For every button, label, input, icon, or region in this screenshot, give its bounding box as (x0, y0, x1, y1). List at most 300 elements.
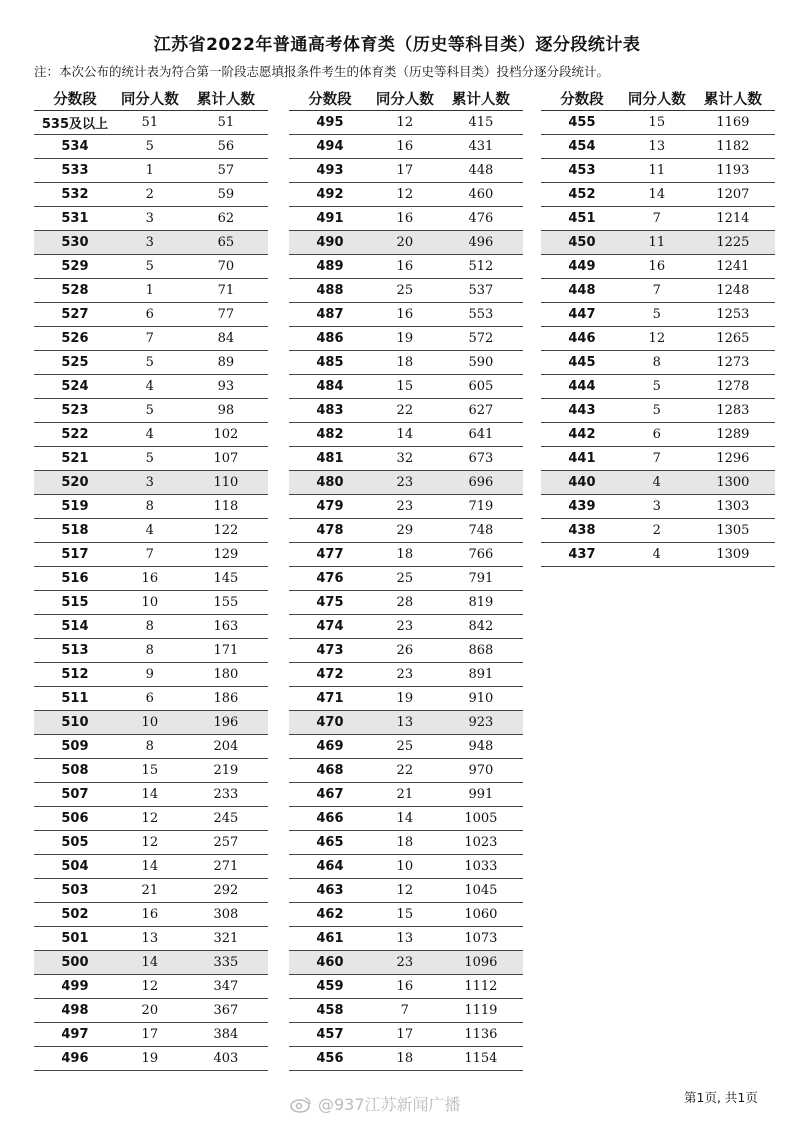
score-cell: 470 (316, 715, 344, 730)
same-count-cell: 16 (396, 307, 414, 322)
cumulative-cell: 1283 (716, 403, 750, 418)
table-row (34, 591, 268, 615)
same-count-cell: 5 (145, 451, 154, 466)
cumulative-cell: 1045 (464, 883, 498, 898)
same-count-cell: 25 (396, 739, 414, 754)
table-row (289, 711, 523, 735)
score-cell: 455 (568, 115, 596, 130)
same-count-cell: 16 (648, 259, 666, 274)
table-row (289, 879, 523, 903)
cumulative-cell: 57 (217, 163, 235, 178)
cumulative-cell: 910 (468, 691, 494, 706)
score-cell: 464 (316, 859, 344, 874)
score-cell: 496 (61, 1051, 89, 1066)
score-cell: 525 (61, 355, 89, 370)
table-row (289, 111, 523, 135)
table-row (541, 255, 775, 279)
header-same-count: 同分人数 (120, 91, 179, 108)
table-row (34, 135, 268, 159)
cumulative-cell: 186 (213, 691, 239, 706)
score-cell: 438 (568, 523, 596, 538)
score-cell: 448 (568, 283, 596, 298)
cumulative-cell: 948 (468, 739, 494, 754)
cumulative-cell: 292 (213, 883, 239, 898)
table-row (541, 423, 775, 447)
same-count-cell: 8 (652, 355, 661, 370)
score-cell: 528 (61, 283, 89, 298)
same-count-cell: 5 (652, 307, 661, 322)
table-row (34, 951, 268, 975)
score-cell: 483 (316, 403, 344, 418)
score-cell: 534 (61, 139, 89, 154)
score-cell: 476 (316, 571, 344, 586)
same-count-cell: 10 (141, 595, 159, 610)
same-count-cell: 15 (141, 763, 159, 778)
cumulative-cell: 415 (468, 115, 494, 130)
table-row (541, 303, 775, 327)
table-row (34, 903, 268, 927)
same-count-cell: 16 (141, 907, 159, 922)
same-count-cell: 25 (396, 571, 414, 586)
table-column-1 (34, 86, 268, 1071)
table-row (34, 111, 268, 135)
same-count-cell: 4 (145, 523, 154, 538)
cumulative-cell: 1225 (716, 235, 750, 250)
table-row (289, 999, 523, 1023)
same-count-cell: 8 (145, 619, 154, 634)
same-count-cell: 5 (652, 379, 661, 394)
score-cell: 513 (61, 643, 89, 658)
score-cell: 505 (61, 835, 89, 850)
score-cell: 459 (316, 979, 344, 994)
table-row (34, 303, 268, 327)
same-count-cell: 15 (396, 907, 414, 922)
table-row (541, 207, 775, 231)
same-count-cell: 14 (648, 187, 666, 202)
same-count-cell: 12 (141, 979, 159, 994)
same-count-cell: 23 (396, 619, 414, 634)
same-count-cell: 16 (396, 259, 414, 274)
cumulative-cell: 122 (213, 523, 239, 538)
score-cell: 532 (61, 187, 89, 202)
table-row (34, 759, 268, 783)
table-row (541, 519, 775, 543)
score-cell: 457 (316, 1027, 344, 1042)
header-same-count: 同分人数 (375, 91, 434, 108)
score-cell: 503 (61, 883, 89, 898)
score-cell: 456 (316, 1051, 344, 1066)
table-row (289, 1047, 523, 1071)
cumulative-cell: 1073 (464, 931, 498, 946)
table-row (289, 831, 523, 855)
same-count-cell: 5 (145, 259, 154, 274)
table-row (34, 1047, 268, 1071)
table-row (34, 255, 268, 279)
table-row (289, 327, 523, 351)
table-row (289, 255, 523, 279)
score-cell: 437 (568, 547, 596, 562)
same-count-cell: 6 (145, 691, 154, 706)
same-count-cell: 8 (145, 643, 154, 658)
score-cell: 453 (568, 163, 596, 178)
table-row (34, 183, 268, 207)
score-cell: 443 (568, 403, 596, 418)
score-cell: 507 (61, 787, 89, 802)
cumulative-cell: 1265 (716, 331, 750, 346)
cumulative-cell: 180 (213, 667, 239, 682)
same-count-cell: 13 (648, 139, 666, 154)
cumulative-cell: 89 (217, 355, 235, 370)
table-row (289, 735, 523, 759)
same-count-cell: 26 (396, 643, 414, 658)
score-cell: 471 (316, 691, 344, 706)
table-row (34, 831, 268, 855)
cumulative-cell: 476 (468, 211, 494, 226)
table-row (34, 207, 268, 231)
cumulative-cell: 923 (468, 715, 494, 730)
table-row (289, 495, 523, 519)
same-count-cell: 17 (141, 1027, 159, 1042)
same-count-cell: 20 (141, 1003, 159, 1018)
table-row (289, 207, 523, 231)
table-row (289, 567, 523, 591)
same-count-cell: 22 (396, 403, 414, 418)
same-count-cell: 16 (396, 211, 414, 226)
table-row (34, 279, 268, 303)
table-row (541, 183, 775, 207)
table-row (289, 399, 523, 423)
cumulative-cell: 84 (217, 331, 235, 346)
same-count-cell: 3 (145, 211, 154, 226)
score-cell: 497 (61, 1027, 89, 1042)
cumulative-cell: 719 (468, 499, 494, 514)
cumulative-cell: 70 (217, 259, 235, 274)
same-count-cell: 1 (145, 163, 154, 178)
cumulative-cell: 1154 (464, 1051, 498, 1066)
score-cell: 519 (61, 499, 89, 514)
same-count-cell: 23 (396, 475, 414, 490)
cumulative-cell: 1119 (464, 1003, 498, 1018)
same-count-cell: 20 (396, 235, 414, 250)
same-count-cell: 17 (396, 1027, 414, 1042)
score-cell: 524 (61, 379, 89, 394)
same-count-cell: 5 (145, 403, 154, 418)
score-cell: 458 (316, 1003, 344, 1018)
table-row (289, 1023, 523, 1047)
table-row (34, 327, 268, 351)
score-cell: 489 (316, 259, 344, 274)
table-row (541, 399, 775, 423)
table-row (289, 927, 523, 951)
score-cell: 472 (316, 667, 344, 682)
table-header (34, 86, 268, 111)
table-row (34, 879, 268, 903)
cumulative-cell: 1289 (716, 427, 750, 442)
table-row (289, 543, 523, 567)
score-cell: 454 (568, 139, 596, 154)
cumulative-cell: 233 (213, 787, 239, 802)
table-row (289, 471, 523, 495)
score-cell: 508 (61, 763, 89, 778)
cumulative-cell: 219 (213, 763, 239, 778)
table-row (541, 159, 775, 183)
score-cell: 509 (61, 739, 89, 754)
cumulative-cell: 171 (213, 643, 239, 658)
same-count-cell: 3 (145, 235, 154, 250)
same-count-cell: 4 (652, 475, 661, 490)
score-cell: 482 (316, 427, 344, 442)
cumulative-cell: 1278 (716, 379, 750, 394)
cumulative-cell: 110 (213, 475, 239, 490)
cumulative-cell: 1112 (464, 979, 498, 994)
same-count-cell: 4 (145, 427, 154, 442)
score-cell: 451 (568, 211, 596, 226)
same-count-cell: 7 (652, 283, 661, 298)
same-count-cell: 2 (652, 523, 661, 538)
score-cell: 477 (316, 547, 344, 562)
score-cell: 440 (568, 475, 596, 490)
cumulative-cell: 819 (468, 595, 494, 610)
same-count-cell: 2 (145, 187, 154, 202)
cumulative-cell: 102 (213, 427, 239, 442)
cumulative-cell: 71 (217, 283, 235, 298)
same-count-cell: 13 (396, 931, 414, 946)
same-count-cell: 11 (648, 235, 666, 250)
same-count-cell: 13 (141, 931, 159, 946)
cumulative-cell: 308 (213, 907, 239, 922)
cumulative-cell: 118 (213, 499, 239, 514)
same-count-cell: 28 (396, 595, 414, 610)
cumulative-cell: 1214 (716, 211, 750, 226)
table-row (541, 135, 775, 159)
score-cell: 504 (61, 859, 89, 874)
table-row (34, 519, 268, 543)
cumulative-cell: 1005 (464, 811, 498, 826)
cumulative-cell: 641 (468, 427, 494, 442)
score-cell: 533 (61, 163, 89, 178)
same-count-cell: 11 (648, 163, 666, 178)
table-row (289, 303, 523, 327)
table-row (34, 567, 268, 591)
cumulative-cell: 403 (213, 1051, 239, 1066)
same-count-cell: 9 (145, 667, 154, 682)
cumulative-cell: 245 (213, 811, 239, 826)
cumulative-cell: 791 (468, 571, 494, 586)
score-cell: 473 (316, 643, 344, 658)
cumulative-cell: 1248 (716, 283, 750, 298)
score-cell: 498 (61, 1003, 89, 1018)
table-row (541, 327, 775, 351)
same-count-cell: 32 (396, 451, 414, 466)
table-row (289, 135, 523, 159)
same-count-cell: 14 (396, 811, 414, 826)
header-cumulative: 累计人数 (703, 91, 762, 108)
score-cell: 439 (568, 499, 596, 514)
cumulative-cell: 590 (468, 355, 494, 370)
same-count-cell: 8 (145, 499, 154, 514)
table-row (34, 543, 268, 567)
score-cell: 492 (316, 187, 344, 202)
cumulative-cell: 51 (217, 115, 235, 130)
header-same-count: 同分人数 (627, 91, 686, 108)
cumulative-cell: 1193 (716, 163, 750, 178)
score-cell: 441 (568, 451, 596, 466)
table-row (34, 447, 268, 471)
table-row (34, 1023, 268, 1047)
same-count-cell: 25 (396, 283, 414, 298)
same-count-cell: 21 (396, 787, 414, 802)
cumulative-cell: 868 (468, 643, 494, 658)
cumulative-cell: 1253 (716, 307, 750, 322)
table-row (289, 975, 523, 999)
cumulative-cell: 367 (213, 1003, 239, 1018)
cumulative-cell: 1300 (716, 475, 750, 490)
header-cumulative: 累计人数 (196, 91, 255, 108)
table-row (289, 159, 523, 183)
cumulative-cell: 1273 (716, 355, 750, 370)
table-rows (289, 111, 523, 1071)
watermark (290, 1092, 461, 1115)
table-row (289, 855, 523, 879)
score-cell: 490 (316, 235, 344, 250)
cumulative-cell: 553 (468, 307, 494, 322)
score-cell: 535及以上 (41, 117, 109, 132)
score-cell: 522 (61, 427, 89, 442)
same-count-cell: 19 (396, 331, 414, 346)
score-cell: 500 (61, 955, 89, 970)
cumulative-cell: 496 (468, 235, 494, 250)
score-cell: 512 (61, 667, 89, 682)
table-row (289, 951, 523, 975)
table-row (289, 423, 523, 447)
score-cell: 479 (316, 499, 344, 514)
score-cell: 449 (568, 259, 596, 274)
cumulative-cell: 93 (217, 379, 235, 394)
score-cell: 531 (61, 211, 89, 226)
table-row (34, 351, 268, 375)
score-cell: 501 (61, 931, 89, 946)
same-count-cell: 5 (145, 139, 154, 154)
same-count-cell: 12 (396, 187, 414, 202)
table-row (289, 447, 523, 471)
table-row (34, 663, 268, 687)
table-row (541, 231, 775, 255)
cumulative-cell: 204 (213, 739, 239, 754)
table-rows (541, 111, 775, 567)
cumulative-cell: 431 (468, 139, 494, 154)
same-count-cell: 12 (141, 835, 159, 850)
score-cell: 517 (61, 547, 89, 562)
table-row (34, 783, 268, 807)
cumulative-cell: 59 (217, 187, 235, 202)
cumulative-cell: 572 (468, 331, 494, 346)
table-header (289, 86, 523, 111)
same-count-cell: 23 (396, 955, 414, 970)
score-cell: 463 (316, 883, 344, 898)
same-count-cell: 18 (396, 835, 414, 850)
score-cell: 484 (316, 379, 344, 394)
score-cell: 520 (61, 475, 89, 490)
same-count-cell: 12 (396, 883, 414, 898)
table-row (541, 471, 775, 495)
table-row (34, 711, 268, 735)
same-count-cell: 15 (396, 379, 414, 394)
same-count-cell: 8 (145, 739, 154, 754)
score-cell: 527 (61, 307, 89, 322)
same-count-cell: 19 (396, 691, 414, 706)
same-count-cell: 51 (141, 115, 159, 130)
table-row (34, 687, 268, 711)
table-row (541, 111, 775, 135)
cumulative-cell: 107 (213, 451, 239, 466)
cumulative-cell: 335 (213, 955, 239, 970)
score-cell: 488 (316, 283, 344, 298)
score-cell: 450 (568, 235, 596, 250)
same-count-cell: 5 (652, 403, 661, 418)
same-count-cell: 6 (652, 427, 661, 442)
cumulative-cell: 271 (213, 859, 239, 874)
score-cell: 486 (316, 331, 344, 346)
table-row (289, 807, 523, 831)
same-count-cell: 4 (145, 379, 154, 394)
table-row (289, 687, 523, 711)
score-cell: 447 (568, 307, 596, 322)
score-cell: 514 (61, 619, 89, 634)
cumulative-cell: 1033 (464, 859, 498, 874)
same-count-cell: 22 (396, 763, 414, 778)
cumulative-cell: 1309 (716, 547, 750, 562)
table-row (541, 543, 775, 567)
cumulative-cell: 448 (468, 163, 494, 178)
cumulative-cell: 748 (468, 523, 494, 538)
page-number: 第1页, 共1页 (684, 1090, 758, 1105)
score-cell: 469 (316, 739, 344, 754)
same-count-cell: 7 (400, 1003, 409, 1018)
same-count-cell: 5 (145, 355, 154, 370)
cumulative-cell: 1136 (464, 1027, 498, 1042)
cumulative-cell: 321 (213, 931, 239, 946)
same-count-cell: 14 (396, 427, 414, 442)
same-count-cell: 21 (141, 883, 159, 898)
score-cell: 518 (61, 523, 89, 538)
cumulative-cell: 970 (468, 763, 494, 778)
document-note: 注：本次公布的统计表为符合第一阶段志愿填报条件考生的体育类（历史等科目类）投档分逐分段统计。 (34, 64, 610, 79)
same-count-cell: 19 (141, 1051, 159, 1066)
score-cell: 526 (61, 331, 89, 346)
same-count-cell: 15 (648, 115, 666, 130)
cumulative-cell: 129 (213, 547, 239, 562)
same-count-cell: 18 (396, 355, 414, 370)
cumulative-cell: 627 (468, 403, 494, 418)
cumulative-cell: 1060 (464, 907, 498, 922)
same-count-cell: 16 (141, 571, 159, 586)
score-cell: 523 (61, 403, 89, 418)
table-header (541, 86, 775, 111)
score-cell: 445 (568, 355, 596, 370)
table-row (289, 231, 523, 255)
table-row (34, 807, 268, 831)
cumulative-cell: 1207 (716, 187, 750, 202)
cumulative-cell: 145 (213, 571, 239, 586)
score-cell: 502 (61, 907, 89, 922)
table-row (289, 759, 523, 783)
same-count-cell: 6 (145, 307, 154, 322)
score-cell: 466 (316, 811, 344, 826)
table-row (289, 615, 523, 639)
same-count-cell: 13 (396, 715, 414, 730)
table-row (541, 447, 775, 471)
score-cell: 444 (568, 379, 596, 394)
